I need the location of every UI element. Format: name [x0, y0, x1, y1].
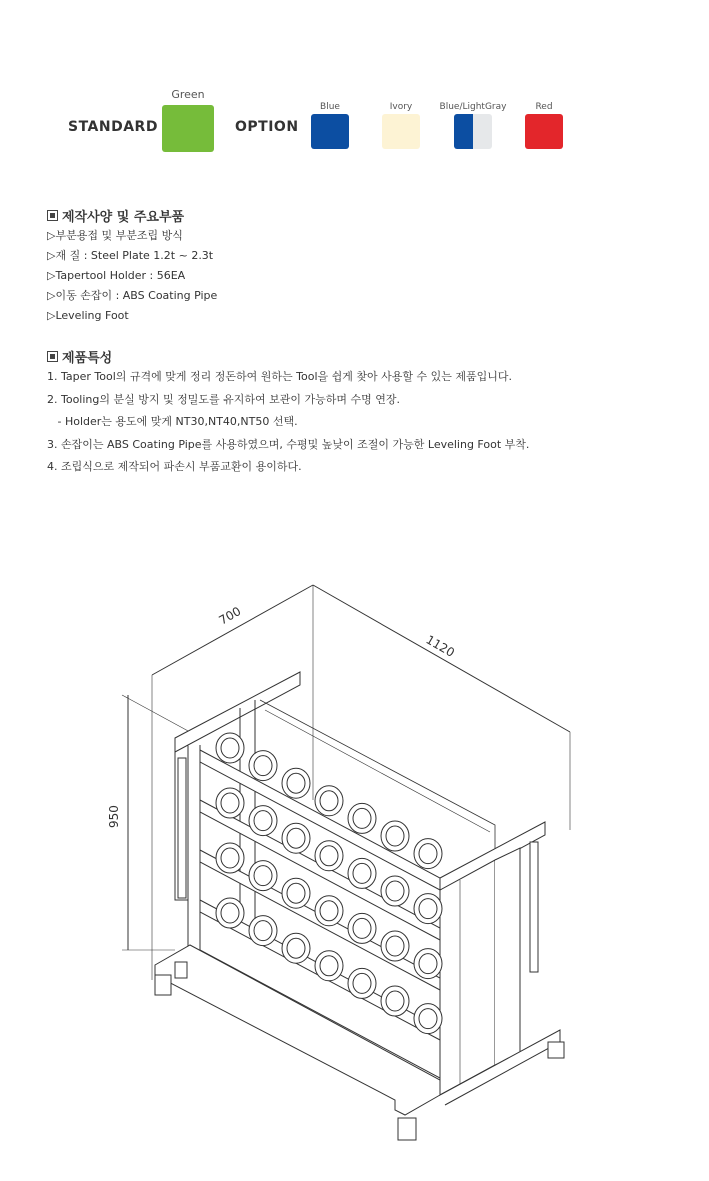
tool-holder-inner	[221, 903, 239, 923]
dim-height-label: 950	[107, 805, 121, 828]
spec-item: ▷Tapertool Holder : 56EA	[47, 269, 186, 282]
dim-length-label: 1120	[423, 632, 457, 660]
swatch-ivory-label: Ivory	[389, 102, 413, 112]
left-handle	[178, 758, 186, 898]
spec-item: ▷재 질 : Steel Plate 1.2t ~ 2.3t	[47, 249, 214, 262]
tool-holder-inner	[320, 791, 338, 811]
specs-title	[47, 206, 184, 225]
tool-holder-inner	[320, 846, 338, 866]
tool-holder-inner	[386, 991, 404, 1011]
checkbox-square-icon	[47, 351, 58, 362]
tool-holder-inner	[353, 808, 371, 828]
dim-line-length	[313, 585, 570, 732]
swatch-ivory[interactable]	[382, 114, 420, 149]
swatch-blue[interactable]	[311, 114, 349, 149]
leveling-foot	[155, 975, 171, 995]
tool-holder-inner	[419, 844, 437, 864]
tool-holder-inner	[221, 793, 239, 813]
specs-list	[47, 226, 217, 326]
tool-holder-inner	[320, 901, 338, 921]
tool-holder-inner	[287, 828, 305, 848]
tool-holder-inner	[221, 738, 239, 758]
spec-item: ▷부분용접 및 부분조립 방식	[47, 229, 183, 242]
leveling-foot	[175, 962, 187, 978]
tool-holder-inner	[254, 921, 272, 941]
tool-holder-inner	[254, 866, 272, 886]
feature-item: 3. 손잡이는 ABS Coating Pipe를 사용하였으며, 수평및 높낮이 조절이 가능한 Leveling Foot 부착.	[47, 437, 530, 451]
tool-holder-inner	[386, 936, 404, 956]
leveling-foot	[398, 1118, 416, 1140]
dim-width-label: 700	[216, 604, 244, 628]
features-list	[47, 366, 687, 479]
option-label: OPTION	[235, 119, 299, 135]
dim-line-width	[152, 585, 313, 675]
right-side-panel	[440, 860, 495, 1095]
tool-holder-inner	[419, 954, 437, 974]
tool-holder-inner	[419, 899, 437, 919]
specs-title-text: 제작사양 및 주요부품	[62, 210, 185, 225]
tool-holder-inner	[287, 773, 305, 793]
swatch-bluelightgray[interactable]	[454, 114, 492, 149]
standard-label: STANDARD	[68, 119, 158, 135]
left-post	[188, 745, 200, 960]
leveling-foot	[548, 1042, 564, 1058]
checkbox-square-icon	[47, 210, 58, 221]
right-handle	[530, 842, 538, 972]
tool-holder-inner	[386, 826, 404, 846]
feature-item: 1. Taper Tool의 규격에 맞게 정리 정돈하여 원하는 Tool을 쉽게 찾아 사용할 수 있는 제품입니다.	[47, 370, 512, 383]
base-frame	[155, 945, 440, 1115]
tool-holder-inner	[287, 938, 305, 958]
swatch-blue-label: Blue	[320, 102, 340, 112]
tool-holder-inner	[353, 918, 371, 938]
tool-holder-inner	[353, 973, 371, 993]
swatch-green-label: Green	[171, 88, 205, 101]
feature-item: 2. Tooling의 분실 방지 및 정밀도를 유지하여 보관이 가능하며 수명 연장.	[47, 392, 400, 406]
tool-holder-inner	[320, 956, 338, 976]
tool-holder-inner	[419, 1009, 437, 1029]
tool-holder-inner	[254, 756, 272, 776]
tool-holder-inner	[386, 881, 404, 901]
tool-holder-inner	[287, 883, 305, 903]
tool-holder-inner	[221, 848, 239, 868]
tool-cart-drawing	[0, 560, 709, 1181]
spec-item: ▷Leveling Foot	[47, 309, 129, 322]
swatch-green[interactable]	[162, 105, 214, 152]
feature-item: 4. 조립식으로 제작되어 파손시 부품교환이 용이하다.	[47, 460, 302, 473]
tool-holder-inner	[353, 863, 371, 883]
swatch-red-label: Red	[535, 102, 553, 112]
tool-holder-inner	[254, 811, 272, 831]
feature-item: - Holder는 용도에 맞게 NT30,NT40,NT50 선택.	[47, 415, 298, 428]
spec-item: ▷이동 손잡이 : ABS Coating Pipe	[47, 289, 218, 302]
swatch-bluelightgray-label: Blue/LightGray	[439, 102, 507, 112]
features-title	[47, 347, 112, 366]
swatch-red[interactable]	[525, 114, 563, 149]
features-title-text: 제품특성	[62, 351, 113, 366]
